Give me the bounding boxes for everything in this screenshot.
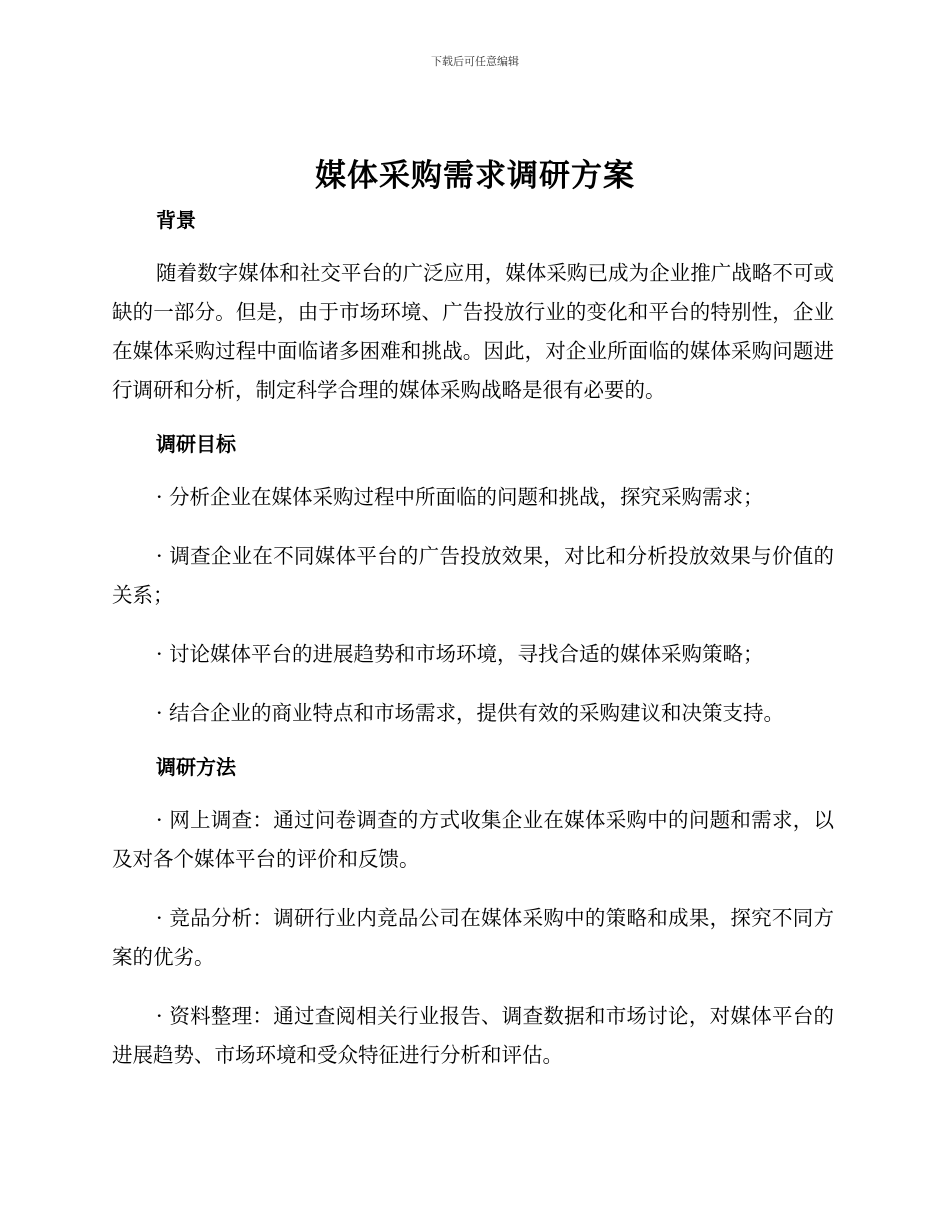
method-item: · 资料整理：通过查阅相关行业报告、调查数据和市场讨论，对媒体平台的进展趋势、市场环境和受众特征进行分析和评估。 [112,1004,834,1067]
objective-item: · 结合企业的商业特点和市场需求，提供有效的采购建议和决策支持。 [156,701,785,725]
background-paragraph: 随着数字媒体和社交平台的广泛应用，媒体采购已成为企业推广战略不可或缺的一部分。但是，由于市场环境、广告投放行业的变化和平台的特别性，企业在媒体采购过程中面临诸多困难和挑战。因此，对企业所面临的媒体采购问题进行调研和分析，制定科学合理的媒体采购战略是很有必要的。 [112,261,834,402]
document-title: 媒体采购需求调研方案 [315,158,635,194]
section-heading-background: 背景 [156,208,196,232]
method-item: · 竞品分析：调研行业内竞品公司在媒体采购中的策略和成果，探究不同方案的优劣。 [112,906,834,969]
method-item: · 网上调查：通过问卷调查的方式收集企业在媒体采购中的问题和需求，以及对各个媒体平台的评价和反馈。 [112,808,834,871]
document-body [112,200,834,1075]
section-heading-methods: 调研方法 [156,755,236,779]
section-heading-objectives: 调研目标 [156,432,236,456]
objective-item: · 分析企业在媒体采购过程中所面临的问题和挑战，探究采购需求； [156,485,764,509]
header-watermark: 下载后可任意编辑 [431,55,519,68]
objective-item: · 讨论媒体平台的进展趋势和市场环境，寻找合适的媒体采购策略； [156,642,764,666]
objective-item: · 调查企业在不同媒体平台的广告投放效果，对比和分析投放效果与价值的关系； [112,544,834,607]
